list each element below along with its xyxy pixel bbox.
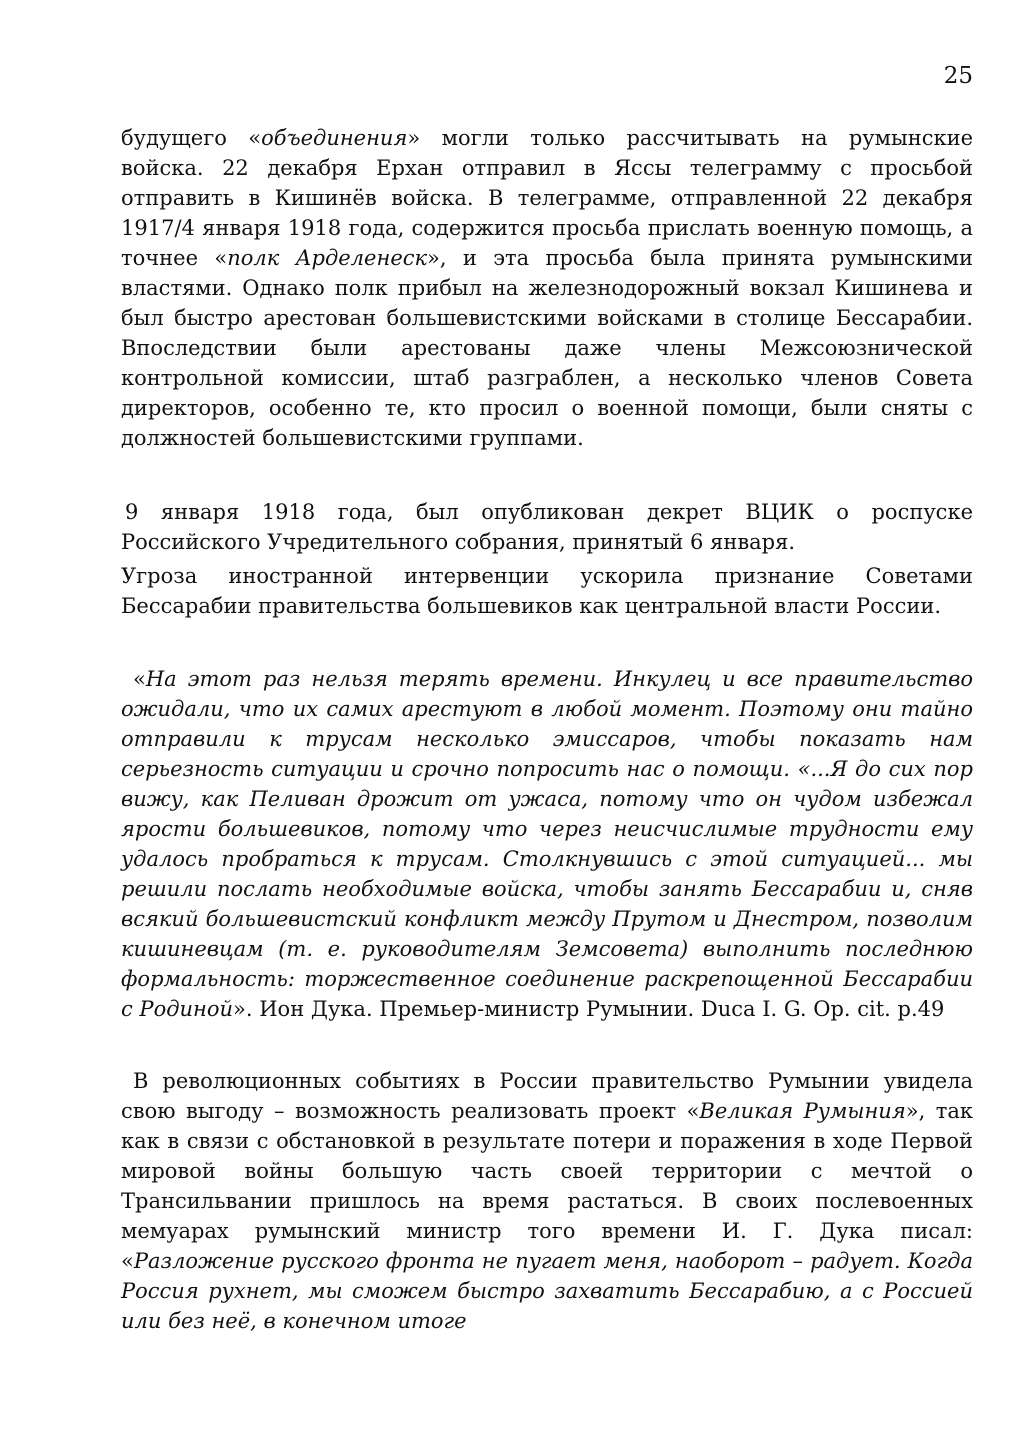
text-run: », так как в связи с обстановкой в результате потери и поражения в ходе Первой мировой войны большую часть своей территории с мечтой о Трансильвании пришлось на время растаться. В своих послевоенных мемуарах румынский министр того времени И. Г. Дука писал: « (121, 1099, 974, 1273)
quote-paragraph (121, 664, 973, 1024)
italic-run: объединения (261, 126, 408, 150)
italic-run: полк Арделенеск (227, 246, 428, 270)
paragraph-1 (121, 123, 973, 453)
text-run: ». Ион Дука. Премьер-министр Румынии. Duca I. G. Op. cit. p.49 (233, 997, 945, 1021)
italic-run: На этот раз нельзя терять времени. Инкулец и все правительство ожидали, что их самих арестуют в любой момент. Поэтому они тайно отправили к трусам несколько эмиссаров, чтобы показать нам серьезность ситуации и срочно попросить нас о помощи. «...Я до сих пор вижу, как Пеливан дрожит от ужаса, потому что он чудом избежал ярости большевиков, потому что через неисчислимые трудности ему удалось пробраться к трусам. Столкнувшись с этой ситуацией... мы решили послать необходимые войска, чтобы занять Бессарабии и, сняв всякий большевистский конфликт между Прутом и Днестром, позволим кишиневцам (т. е. руководителям Земсовета) выполнить последнюю формальность: торжественное соединение раскрепощенной Бессарабии с Родиной (121, 667, 973, 1021)
text-run: будущего « (121, 126, 262, 150)
text-run: « (133, 667, 146, 691)
italic-run: Великая Румыния (699, 1099, 906, 1123)
text-run: В революционных событиях в России правительство Румынии увидела свою выгоду – возможность реализовать проект « (121, 1069, 973, 1123)
italic-run: Разложение русского фронта не пугает меня, наоборот – радует. Когда Россия рухнет, мы сможем быстро захватить Бессарабию, а с Россией или без неё, в конечном итоге (121, 1249, 973, 1333)
paragraph-3: Угроза иностранной интервенции ускорила признание Советами Бессарабии правительства большевиков как центральной власти России. (121, 564, 973, 618)
document-body (121, 123, 973, 1336)
text-run: » могли только рассчитывать на румынские войска. 22 декабря Ерхан отправил в Яссы телеграмму с просьбой отправить в Кишинёв войска. В телеграмме, отправленной 22 декабря 1917/4 января 1918 года, содержится просьба прислать военную помощь, а точнее « (121, 126, 974, 270)
paragraph-5 (121, 1066, 973, 1336)
page-number: 25 (943, 63, 973, 89)
text-run: », и эта просьба была принята румынскими властями. Однако полк прибыл на железнодорожный вокзал Кишинева и был быстро арестован большевистскими войсками в столице Бессарабии. Впоследствии были арестованы даже члены Межсоюзнической контрольной комиссии, штаб разграблен, а несколько членов Совета директоров, особенно те, кто просил о военной помощи, были сняты с должностей большевистскими группами. (121, 246, 973, 450)
paragraph-2: 9 января 1918 года, был опубликован декрет ВЦИК о роспуске Российского Учредительного собрания, принятый 6 января. (121, 500, 973, 554)
